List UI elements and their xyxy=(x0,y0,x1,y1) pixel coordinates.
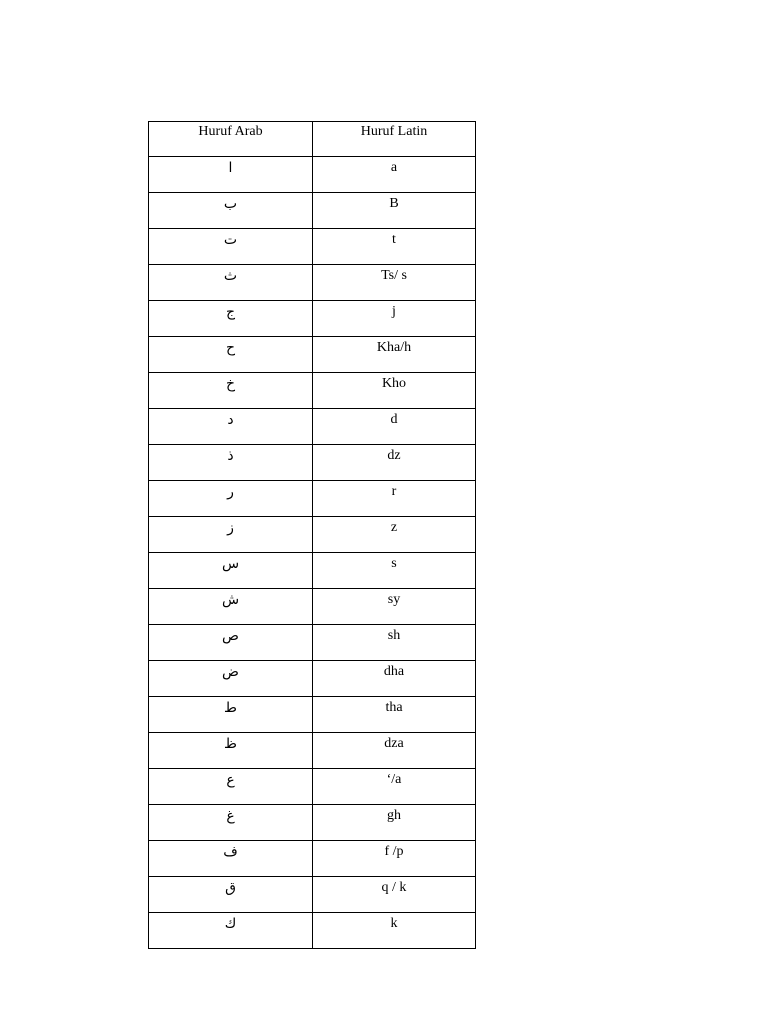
latin-transliteration-cell: Ts/ s xyxy=(313,265,476,301)
arabic-letter-cell: د xyxy=(149,409,313,445)
table-row xyxy=(149,229,476,265)
arabic-letter-cell: ج xyxy=(149,301,313,337)
table-row xyxy=(149,877,476,913)
table-row xyxy=(149,697,476,733)
header-huruf-latin: Huruf Latin xyxy=(313,122,476,157)
latin-transliteration-cell: s xyxy=(313,553,476,589)
table-row xyxy=(149,625,476,661)
table-row xyxy=(149,733,476,769)
table-row xyxy=(149,841,476,877)
arabic-letter-cell: ف xyxy=(149,841,313,877)
arabic-letter-cell: ت xyxy=(149,229,313,265)
latin-transliteration-cell: Kho xyxy=(313,373,476,409)
arabic-letter-cell: ش xyxy=(149,589,313,625)
latin-transliteration-cell: t xyxy=(313,229,476,265)
arabic-letter-cell: ا xyxy=(149,157,313,193)
latin-transliteration-cell: z xyxy=(313,517,476,553)
arabic-letter-cell: س xyxy=(149,553,313,589)
arabic-letter-cell: ض xyxy=(149,661,313,697)
latin-transliteration-cell: a xyxy=(313,157,476,193)
latin-transliteration-cell: r xyxy=(313,481,476,517)
table-row xyxy=(149,481,476,517)
arabic-letter-cell: ق xyxy=(149,877,313,913)
arabic-letter-cell: ص xyxy=(149,625,313,661)
latin-transliteration-cell: q / k xyxy=(313,877,476,913)
latin-transliteration-cell: Kha/h xyxy=(313,337,476,373)
arabic-letter-cell: ك xyxy=(149,913,313,949)
table-row xyxy=(149,445,476,481)
arabic-letter-cell: ر xyxy=(149,481,313,517)
latin-transliteration-cell: sh xyxy=(313,625,476,661)
header-huruf-arab: Huruf Arab xyxy=(149,122,313,157)
latin-transliteration-cell: ‘/a xyxy=(313,769,476,805)
arabic-letter-cell: ث xyxy=(149,265,313,301)
table-row xyxy=(149,409,476,445)
table-row xyxy=(149,805,476,841)
latin-transliteration-cell: tha xyxy=(313,697,476,733)
arabic-letter-cell: غ xyxy=(149,805,313,841)
table-row xyxy=(149,517,476,553)
latin-transliteration-cell: dha xyxy=(313,661,476,697)
latin-transliteration-cell: dz xyxy=(313,445,476,481)
table-row xyxy=(149,769,476,805)
latin-transliteration-cell: f /p xyxy=(313,841,476,877)
latin-transliteration-cell: j xyxy=(313,301,476,337)
table-row xyxy=(149,913,476,949)
table-row xyxy=(149,337,476,373)
arabic-letter-cell: ز xyxy=(149,517,313,553)
table-row xyxy=(149,301,476,337)
table-row xyxy=(149,265,476,301)
table-row xyxy=(149,373,476,409)
table-row xyxy=(149,553,476,589)
table-row xyxy=(149,193,476,229)
table-row xyxy=(149,589,476,625)
table-header-row xyxy=(149,122,476,157)
arabic-letter-cell: ط xyxy=(149,697,313,733)
latin-transliteration-cell: k xyxy=(313,913,476,949)
arabic-letter-cell: ب xyxy=(149,193,313,229)
latin-transliteration-cell: sy xyxy=(313,589,476,625)
arabic-letter-cell: ذ xyxy=(149,445,313,481)
latin-transliteration-cell: d xyxy=(313,409,476,445)
arabic-letter-cell: ع xyxy=(149,769,313,805)
arabic-letter-cell: ظ xyxy=(149,733,313,769)
arabic-letter-cell: ح xyxy=(149,337,313,373)
table-row xyxy=(149,661,476,697)
latin-transliteration-cell: dza xyxy=(313,733,476,769)
latin-transliteration-cell: gh xyxy=(313,805,476,841)
arabic-letter-cell: خ xyxy=(149,373,313,409)
table-body xyxy=(149,157,476,949)
transliteration-table xyxy=(148,121,476,949)
table-row xyxy=(149,157,476,193)
latin-transliteration-cell: B xyxy=(313,193,476,229)
